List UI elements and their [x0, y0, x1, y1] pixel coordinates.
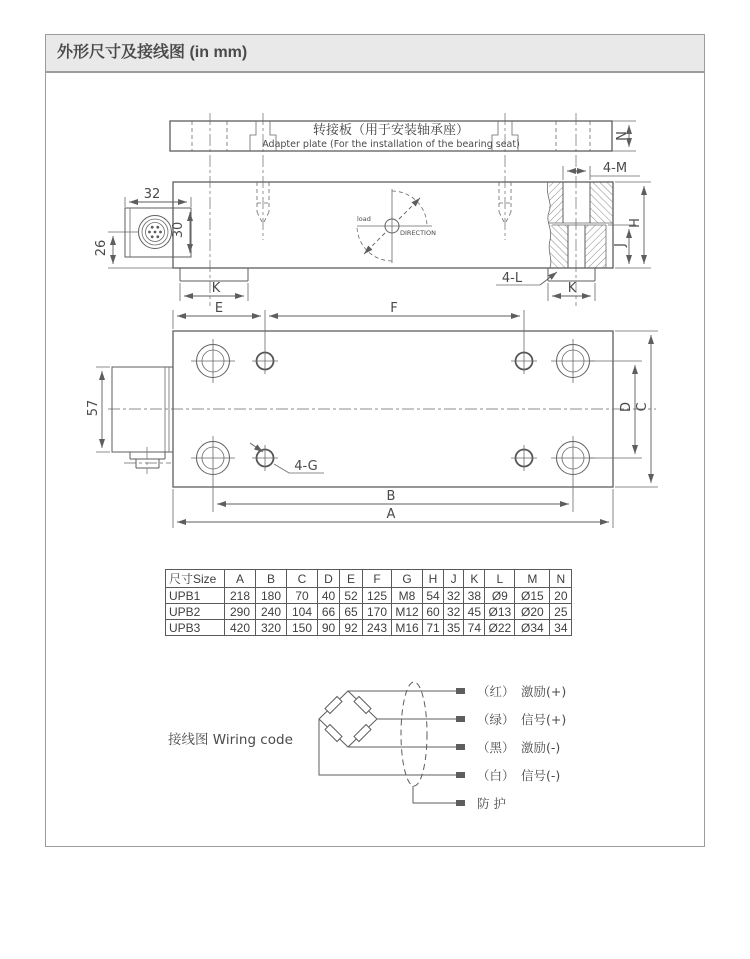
table-cell: 70: [287, 588, 318, 604]
wire-color-green: （绿）: [477, 712, 515, 727]
table-header-cell: 尺寸Size: [166, 570, 225, 588]
threaded-holes-small: [252, 310, 537, 471]
table-cell: 25: [550, 604, 572, 620]
connector-pins: [148, 226, 162, 238]
load-label: load: [357, 215, 371, 223]
bridge-resistor: [325, 697, 342, 714]
table-cell: Ø13: [485, 604, 515, 620]
table-cell: 34: [550, 620, 572, 636]
table-cell: UPB1: [166, 588, 225, 604]
table-cell: UPB3: [166, 620, 225, 636]
table-row-upb3: [166, 620, 572, 636]
dim-label-57: 57: [86, 399, 101, 417]
table-header-cell: K: [464, 570, 485, 588]
table-cell: 60: [423, 604, 444, 620]
table-cell: 90: [318, 620, 340, 636]
dim-label-k-left: K: [211, 281, 221, 296]
mounting-holes-large: [191, 339, 595, 512]
wire-function-exc-plus: 激励(+): [521, 684, 567, 699]
wire-color-white: （白）: [477, 768, 515, 783]
bridge-resistor: [325, 725, 342, 742]
plan-view: [86, 301, 658, 528]
dim-label-4g: 4-G: [294, 459, 318, 474]
table-header-cell: E: [340, 570, 363, 588]
table-header-cell: N: [550, 570, 572, 588]
dim-label-c: C: [635, 402, 650, 412]
wiring-diagram: [168, 682, 566, 811]
table-header-cell: H: [423, 570, 444, 588]
table-cell: Ø20: [515, 604, 550, 620]
dim-label-4l: 4-L: [501, 271, 523, 286]
table-cell: 40: [318, 588, 340, 604]
table-cell: 65: [340, 604, 363, 620]
table-cell: 54: [423, 588, 444, 604]
dim-label-4m: 4-M: [602, 161, 628, 176]
table-header-cell: J: [444, 570, 464, 588]
table-cell: 66: [318, 604, 340, 620]
dim-label-a: A: [386, 507, 396, 522]
wire-color-black: （黑）: [477, 740, 515, 755]
table-row-upb2: [166, 604, 572, 620]
dim-label-n: N: [615, 131, 630, 141]
table-header-cell: F: [363, 570, 392, 588]
table-cell: 71: [423, 620, 444, 636]
cable-shield-ellipse: [401, 682, 427, 786]
dim-label-h: H: [628, 218, 643, 228]
dim-label-b: B: [386, 489, 396, 504]
wire-function-sig-minus: 信号(-): [521, 768, 561, 783]
dim-label-k-right: K: [567, 281, 577, 296]
table-cell: 320: [256, 620, 287, 636]
wire-function-exc-minus: 激励(-): [521, 740, 561, 755]
wire-shield: [413, 786, 458, 803]
table-cell: Ø34: [515, 620, 550, 636]
bridge-resistor: [354, 725, 371, 742]
direction-label: DIRECTION: [400, 229, 436, 237]
wire-color-red: （红）: [477, 684, 515, 699]
table-cell: 92: [340, 620, 363, 636]
table-cell: 243: [363, 620, 392, 636]
adapter-plate-view: [170, 121, 636, 151]
table-cell: 32: [444, 604, 464, 620]
table-header-cell: G: [392, 570, 423, 588]
dim-label-f: F: [390, 301, 398, 316]
page-title: 外形尺寸及接线图 (in mm): [45, 34, 705, 72]
table-cell: 52: [340, 588, 363, 604]
table-cell: Ø15: [515, 588, 550, 604]
dim-label-e: E: [214, 301, 224, 316]
adapter-plate-label-cn: 转接板（用于安装轴承座）: [312, 123, 470, 138]
table-cell: 180: [256, 588, 287, 604]
table-cell: 32: [444, 588, 464, 604]
table-cell: M16: [392, 620, 423, 636]
table-cell: Ø22: [485, 620, 515, 636]
table-cell: Ø9: [485, 588, 515, 604]
table-cell: 38: [464, 588, 485, 604]
cross-section: [547, 182, 613, 268]
table-cell: 104: [287, 604, 318, 620]
table-cell: 290: [225, 604, 256, 620]
table-cell: M8: [392, 588, 423, 604]
wheatstone-bridge: [319, 691, 377, 747]
table-header-cell: D: [318, 570, 340, 588]
table-cell: 45: [464, 604, 485, 620]
table-cell: M12: [392, 604, 423, 620]
table-header-cell: M: [515, 570, 550, 588]
load-direction-symbol: [357, 189, 436, 263]
dim-label-d: D: [619, 401, 634, 413]
adapter-plate-label-en: Adapter plate (For the installation of the bearing seat): [262, 139, 520, 150]
table-cell: 35: [444, 620, 464, 636]
table-cell: 74: [464, 620, 485, 636]
table-row-upb1: [166, 588, 572, 604]
wire-terminals: [456, 688, 465, 806]
table-cell: 218: [225, 588, 256, 604]
table-header-cell: C: [287, 570, 318, 588]
table-header-cell: B: [256, 570, 287, 588]
table-cell: 125: [363, 588, 392, 604]
table-cell: 240: [256, 604, 287, 620]
dim-label-26: 26: [94, 239, 109, 257]
table-cell: 20: [550, 588, 572, 604]
dim-label-j: J: [613, 243, 628, 247]
table-cell: 150: [287, 620, 318, 636]
connector-plan: [112, 367, 173, 474]
table-cell: 420: [225, 620, 256, 636]
wire-function-sig-plus: 信号(+): [521, 712, 567, 727]
dim-label-32: 32: [143, 187, 161, 202]
wire-shield-label: 防 护: [477, 796, 506, 811]
table-header-cell: A: [225, 570, 256, 588]
dim-label-30: 30: [171, 221, 186, 239]
bridge-resistor: [354, 697, 371, 714]
size-table-header-row: [166, 570, 572, 588]
table-header-cell: L: [485, 570, 515, 588]
wiring-caption: 接线图 Wiring code: [168, 732, 293, 748]
table-cell: 170: [363, 604, 392, 620]
table-cell: UPB2: [166, 604, 225, 620]
size-table: [165, 569, 572, 636]
